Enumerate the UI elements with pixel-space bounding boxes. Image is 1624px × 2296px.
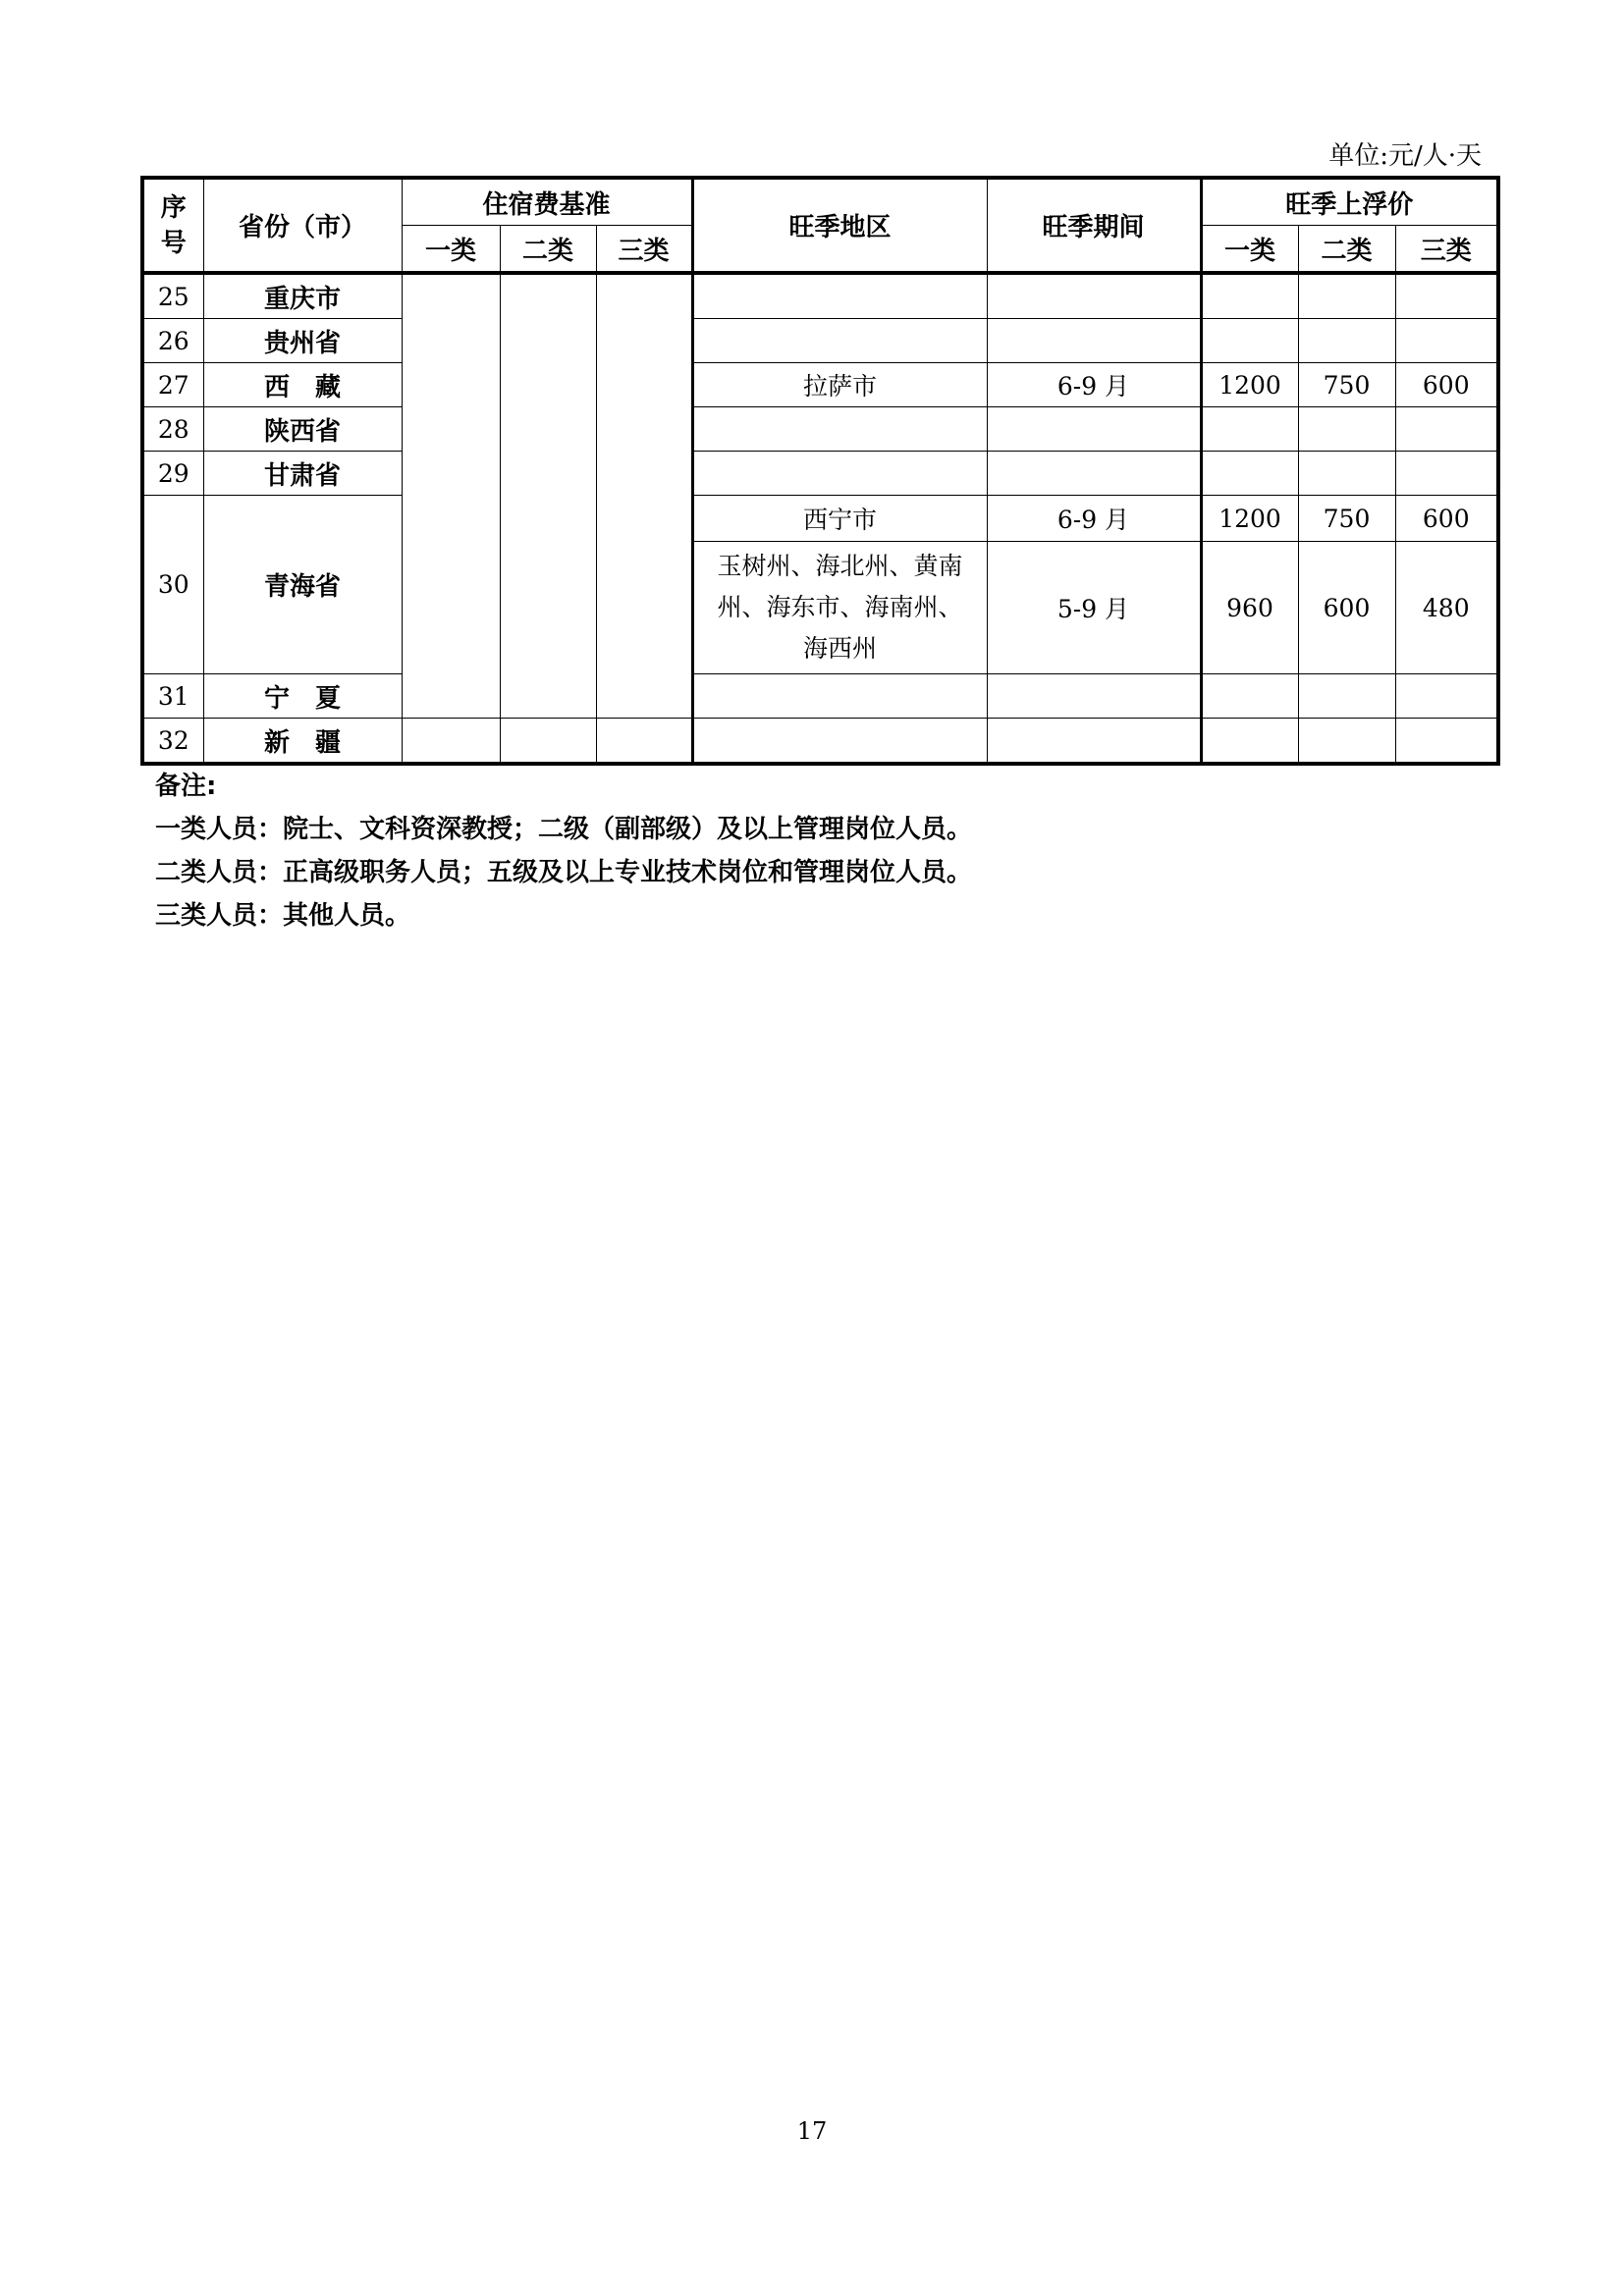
table-header-row-1 — [142, 178, 1498, 226]
base-class2-last — [500, 719, 596, 765]
row-peak-period — [987, 674, 1201, 719]
row-seq: 30 — [142, 496, 203, 674]
peak-area-line: 州、海东市、海南州、 — [717, 593, 963, 621]
row-province: 宁 夏 — [203, 674, 402, 719]
table-row — [142, 496, 1498, 542]
row-province: 西 藏 — [203, 363, 402, 407]
row-float-class2: 750 — [1298, 363, 1395, 407]
header-base-class3: 三类 — [596, 226, 692, 274]
header-seq — [142, 178, 203, 273]
row-float-class3: 600 — [1395, 363, 1498, 407]
table-row — [142, 719, 1498, 765]
peak-area-line: 海西州 — [803, 634, 878, 663]
lodging-standard-table — [140, 176, 1500, 766]
row-seq: 27 — [142, 363, 203, 407]
row-province: 新 疆 — [203, 719, 402, 765]
row-float-class3 — [1395, 273, 1498, 319]
row-peak-period — [987, 719, 1201, 765]
row-peak-area — [692, 319, 987, 363]
row-seq: 28 — [142, 407, 203, 452]
row-peak-area — [692, 452, 987, 496]
header-lodging-base: 住宿费基准 — [402, 178, 692, 226]
row-seq: 26 — [142, 319, 203, 363]
row-peak-period: 5-9 月 — [987, 542, 1201, 674]
row-float-class2 — [1298, 273, 1395, 319]
header-peak-area: 旺季地区 — [692, 178, 987, 273]
row-float-class2: 600 — [1298, 542, 1395, 674]
row-float-class2 — [1298, 719, 1395, 765]
row-peak-period: 6-9 月 — [987, 363, 1201, 407]
base-class1-last — [402, 719, 500, 765]
row-peak-period — [987, 407, 1201, 452]
base-class1-merged — [402, 273, 500, 719]
header-province: 省份（市） — [203, 178, 402, 273]
header-peak-float: 旺季上浮价 — [1201, 178, 1498, 226]
row-peak-area: 西宁市 — [692, 496, 987, 542]
row-seq: 32 — [142, 719, 203, 765]
table-row — [142, 674, 1498, 719]
row-float-class3 — [1395, 319, 1498, 363]
row-float-class3: 600 — [1395, 496, 1498, 542]
header-float-class2: 二类 — [1298, 226, 1395, 274]
row-peak-area — [692, 273, 987, 319]
row-peak-period — [987, 452, 1201, 496]
row-province: 重庆市 — [203, 273, 402, 319]
base-class2-merged — [500, 273, 596, 719]
row-float-class3 — [1395, 674, 1498, 719]
row-seq: 25 — [142, 273, 203, 319]
header-float-class3: 三类 — [1395, 226, 1498, 274]
row-float-class2: 750 — [1298, 496, 1395, 542]
notes-section — [155, 765, 972, 937]
header-base-class1: 一类 — [402, 226, 500, 274]
row-province: 陕西省 — [203, 407, 402, 452]
row-province: 青海省 — [203, 496, 402, 674]
notes-line-class1: 一类人员：院士、文科资深教授；二级（副部级）及以上管理岗位人员。 — [155, 815, 973, 844]
row-float-class3: 480 — [1395, 542, 1498, 674]
notes-line-class3: 三类人员：其他人员。 — [155, 901, 411, 931]
row-float-class1 — [1201, 674, 1298, 719]
row-float-class1 — [1201, 719, 1298, 765]
row-float-class3 — [1395, 719, 1498, 765]
header-peak-period: 旺季期间 — [987, 178, 1201, 273]
row-float-class3 — [1395, 452, 1498, 496]
row-float-class2 — [1298, 452, 1395, 496]
table-row — [142, 452, 1498, 496]
row-peak-area — [692, 407, 987, 452]
row-float-class2 — [1298, 407, 1395, 452]
base-class3-merged — [596, 273, 692, 719]
page-number: 17 — [796, 2117, 828, 2145]
row-peak-period — [987, 273, 1201, 319]
row-float-class1: 960 — [1201, 542, 1298, 674]
row-float-class1: 1200 — [1201, 363, 1298, 407]
unit-label: 单位:元/人·天 — [1328, 141, 1482, 171]
row-peak-period — [987, 319, 1201, 363]
row-province: 甘肃省 — [203, 452, 402, 496]
row-seq: 29 — [142, 452, 203, 496]
peak-area-line: 玉树州、海北州、黄南 — [717, 552, 963, 580]
row-float-class2 — [1298, 319, 1395, 363]
row-float-class1 — [1201, 273, 1298, 319]
notes-title: 备注: — [155, 772, 217, 801]
row-peak-area — [692, 674, 987, 719]
notes-line-class2: 二类人员：正高级职务人员；五级及以上专业技术岗位和管理岗位人员。 — [155, 858, 973, 887]
row-seq: 31 — [142, 674, 203, 719]
header-base-class2: 二类 — [500, 226, 596, 274]
row-peak-period: 6-9 月 — [987, 496, 1201, 542]
table-row — [142, 319, 1498, 363]
row-province: 贵州省 — [203, 319, 402, 363]
row-float-class1 — [1201, 319, 1298, 363]
row-peak-area-multiline — [692, 542, 987, 674]
base-class3-last — [596, 719, 692, 765]
row-float-class3 — [1395, 407, 1498, 452]
table-row — [142, 363, 1498, 407]
table-row — [142, 273, 1498, 319]
header-seq-line1: 序 — [160, 192, 187, 223]
row-float-class1 — [1201, 452, 1298, 496]
header-seq-line2: 号 — [160, 228, 187, 258]
row-float-class1 — [1201, 407, 1298, 452]
header-float-class1: 一类 — [1201, 226, 1298, 274]
row-float-class1: 1200 — [1201, 496, 1298, 542]
row-peak-area — [692, 719, 987, 765]
row-float-class2 — [1298, 674, 1395, 719]
table-row — [142, 407, 1498, 452]
row-peak-area: 拉萨市 — [692, 363, 987, 407]
